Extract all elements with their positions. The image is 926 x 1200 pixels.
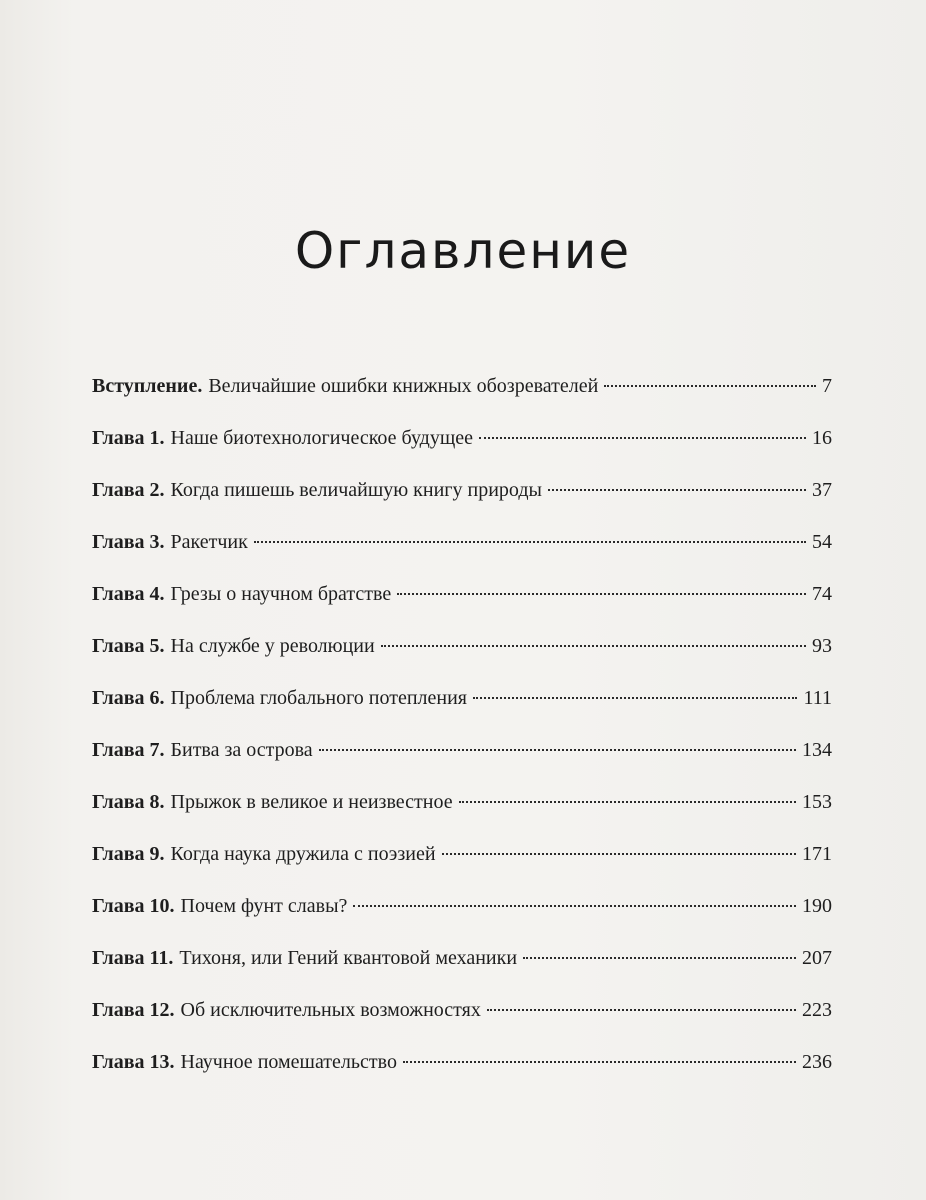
toc-entry [92,516,832,568]
toc-entry-title: Наше биотехнологическое будущее [170,427,474,449]
toc-entry-label: Глава 7. [92,739,165,761]
toc-entry-title: Величайшие ошибки книжных обозревателей [208,375,599,397]
dot-leader [473,697,797,699]
table-of-contents [92,360,832,1088]
dot-leader [479,437,806,439]
toc-entry-label: Глава 13. [92,1051,175,1073]
toc-entry-label: Глава 3. [92,531,165,553]
toc-entry-page-number: 134 [802,739,832,761]
toc-entry [92,724,832,776]
toc-entry-label: Глава 4. [92,583,165,605]
toc-entry-label: Глава 8. [92,791,165,813]
dot-leader [548,489,806,491]
toc-entry-title: Научное помешательство [180,1051,397,1073]
toc-entry-title: Когда пишешь величайшую книгу природы [170,479,542,501]
toc-entry [92,776,832,828]
dot-leader [353,905,796,907]
toc-entry-page-number: 153 [802,791,832,813]
toc-entry-page-number: 7 [822,375,832,397]
toc-entry-title: Проблема глобального потепления [170,687,468,709]
toc-entry-page-number: 37 [812,479,832,501]
toc-entry-label: Глава 5. [92,635,165,657]
toc-entry-page-number: 171 [802,843,832,865]
dot-leader [381,645,806,647]
dot-leader [397,593,806,595]
page-title: Оглавление [294,222,632,280]
toc-entry [92,828,832,880]
toc-entry [92,568,832,620]
toc-entry [92,880,832,932]
dot-leader [403,1061,796,1063]
toc-entry-page-number: 16 [812,427,832,449]
toc-entry-title: Тихоня, или Гений квантовой механики [179,947,518,969]
toc-entry [92,672,832,724]
dot-leader [523,957,796,959]
toc-entry-page-number: 223 [802,999,832,1021]
toc-entry-title: Когда наука дружила с поэзией [170,843,436,865]
toc-entry [92,984,832,1036]
toc-entry-page-number: 111 [803,687,832,709]
toc-entry-label: Глава 12. [92,999,175,1021]
toc-entry-title: Почем фунт славы? [180,895,348,917]
toc-entry-page-number: 74 [812,583,832,605]
toc-entry [92,412,832,464]
toc-entry-title: Ракетчик [170,531,248,553]
dot-leader [459,801,796,803]
toc-entry [92,932,832,984]
toc-entry-title: Прыжок в великое и неизвестное [170,791,453,813]
toc-entry-title: Грезы о научном братстве [170,583,392,605]
toc-entry-label: Глава 11. [92,947,174,969]
dot-leader [254,541,806,543]
toc-entry-label: Глава 10. [92,895,175,917]
dot-leader [487,1009,796,1011]
dot-leader [604,385,816,387]
toc-entry-title: На службе у революции [170,635,375,657]
toc-entry-page-number: 93 [812,635,832,657]
toc-entry-title: Об исключительных возможностях [180,999,481,1021]
dot-leader [442,853,796,855]
toc-entry [92,620,832,672]
toc-entry [92,360,832,412]
toc-entry-label: Глава 1. [92,427,165,449]
toc-entry-page-number: 190 [802,895,832,917]
toc-entry-page-number: 207 [802,947,832,969]
toc-entry-page-number: 54 [812,531,832,553]
dot-leader [319,749,796,751]
toc-entry-label: Вступление. [92,375,203,397]
toc-entry-page-number: 236 [802,1051,832,1073]
toc-entry-label: Глава 9. [92,843,165,865]
toc-entry-label: Глава 2. [92,479,165,501]
toc-entry [92,464,832,516]
toc-entry-label: Глава 6. [92,687,165,709]
toc-entry [92,1036,832,1088]
toc-entry-title: Битва за острова [170,739,313,761]
